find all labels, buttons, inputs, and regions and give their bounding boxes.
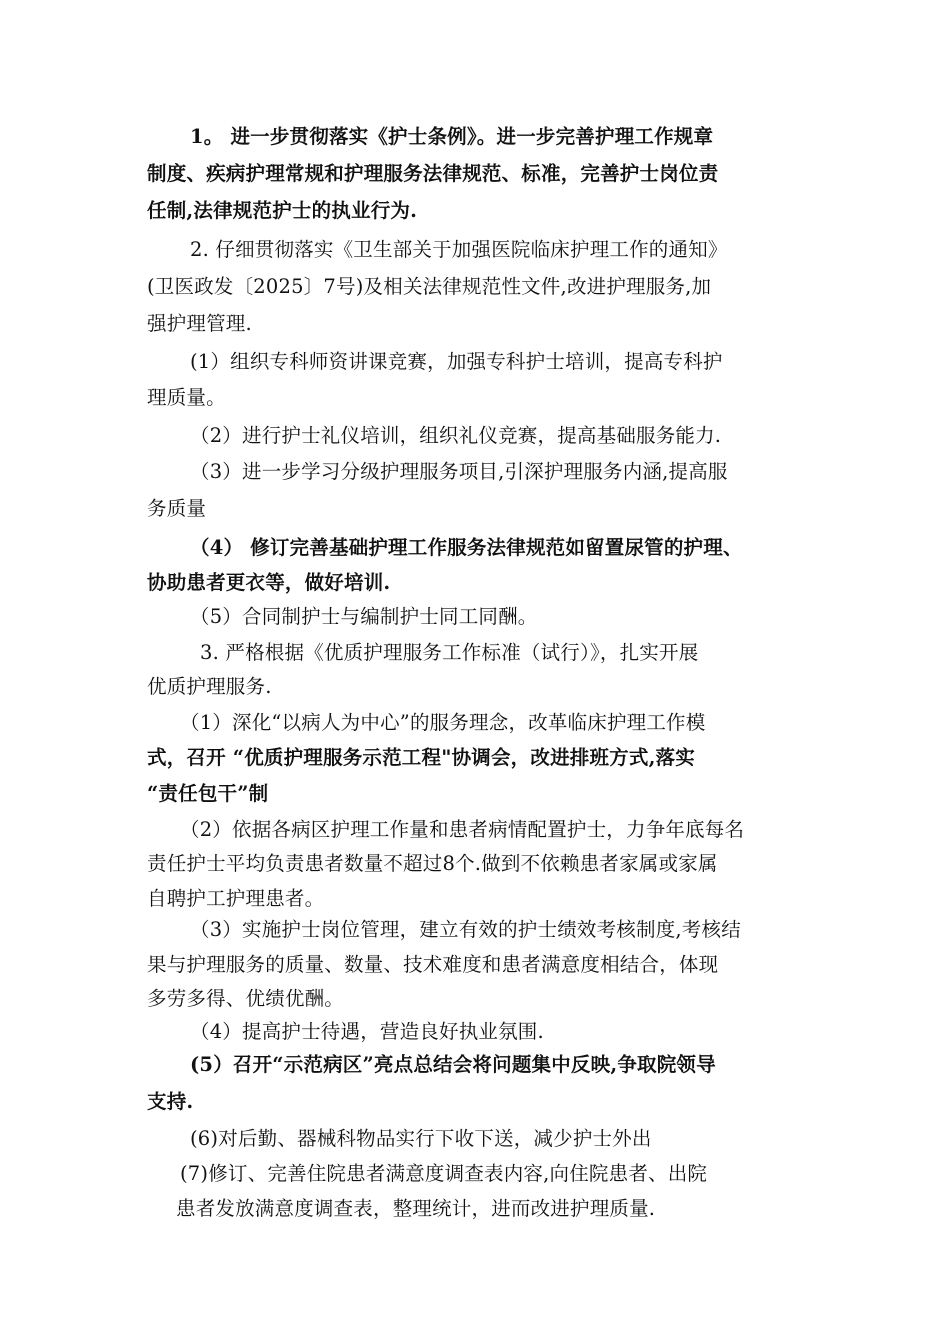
item-2-4-line-1: （4） 修订完善基础护理工作服务法律规范如留置尿管的护理、 — [190, 536, 743, 559]
item-2-1-line-1: (1）组织专科师资讲课竞赛，加强专科护士培训，提高专科护 — [190, 350, 723, 373]
item-3-7-line-2: 患者发放满意度调查表，整理统计，进而改进护理质量. — [176, 1197, 656, 1220]
paragraph-2-line-3: 强护理管理. — [147, 312, 252, 335]
paragraph-1-line-2: 制度、疾病护理常规和护理服务法律规范、标准，完善护士岗位责 — [147, 162, 719, 185]
item-3-4-line-1: （4）提高护士待遇，营造良好执业氛围. — [190, 1020, 544, 1043]
item-2-3-line-2: 务质量 — [147, 497, 207, 520]
item-3-2-line-1: （2）依据各病区护理工作量和患者病情配置护士，力争年底每名 — [180, 818, 745, 841]
item-2-1-line-2: 理质量。 — [147, 386, 226, 409]
item-3-1-line-2: 式，召开 “优质护理服务示范工程"协调会，改进排班方式,落实 — [147, 746, 695, 769]
paragraph-2-line-1: 2. 仔细贯彻落实《卫生部关于加强医院临床护理工作的通知》 — [190, 238, 728, 261]
item-2-3-line-1: （3）进一步学习分级护理服务项目,引深护理服务内涵,提高服 — [190, 460, 728, 483]
item-3-2-line-3: 自聘护工护理患者。 — [147, 887, 325, 910]
item-2-4-line-2: 协助患者更衣等，做好培训. — [147, 571, 391, 594]
paragraph-2-line-2: (卫医政发〔2025〕7号)及相关法律规范性文件,改进护理服务,加 — [147, 275, 712, 298]
item-3-5-line-2: 支持. — [147, 1090, 194, 1113]
item-3-1-line-3: “责任包干”制 — [147, 782, 269, 805]
item-3-3-line-3: 多劳多得、优绩优酬。 — [147, 987, 345, 1010]
item-2-2-line-1: （2）进行护士礼仪培训，组织礼仪竞赛，提高基础服务能力. — [190, 424, 722, 447]
paragraph-3-line-2: 优质护理服务. — [147, 675, 272, 698]
item-2-5-line-1: （5）合同制护士与编制护士同工同酬。 — [190, 605, 538, 628]
item-3-2-line-2: 责任护士平均负责患者数量不超过8个.做到不依赖患者家属或家属 — [147, 852, 718, 875]
item-3-7-line-1: (7)修订、完善住院患者满意度调查表内容,向住院患者、出院 — [180, 1162, 708, 1185]
item-3-6-line-1: (6)对后勤、器械科物品实行下收下送，减少护士外出 — [190, 1127, 652, 1150]
paragraph-1-line-1: 1。 进一步贯彻落实《护士条例》。进一步完善护理工作规章 — [190, 125, 714, 148]
item-3-5-line-1: (5）召开“示范病区”亮点总结会将问题集中反映,争取院领导 — [190, 1053, 716, 1076]
paragraph-3-line-1: 3. 严格根据《优质护理服务工作标准（试行）》，扎实开展 — [200, 641, 699, 664]
item-3-3-line-1: （3）实施护士岗位管理，建立有效的护士绩效考核制度,考核结 — [190, 918, 741, 941]
item-3-1-line-1: （1）深化“以病人为中心”的服务理念，改革临床护理工作模 — [180, 711, 706, 734]
paragraph-1-line-3: 任制,法律规范护士的执业行为. — [147, 199, 418, 222]
item-3-3-line-2: 果与护理服务的质量、数量、技术难度和患者满意度相结合，体现 — [147, 953, 719, 976]
